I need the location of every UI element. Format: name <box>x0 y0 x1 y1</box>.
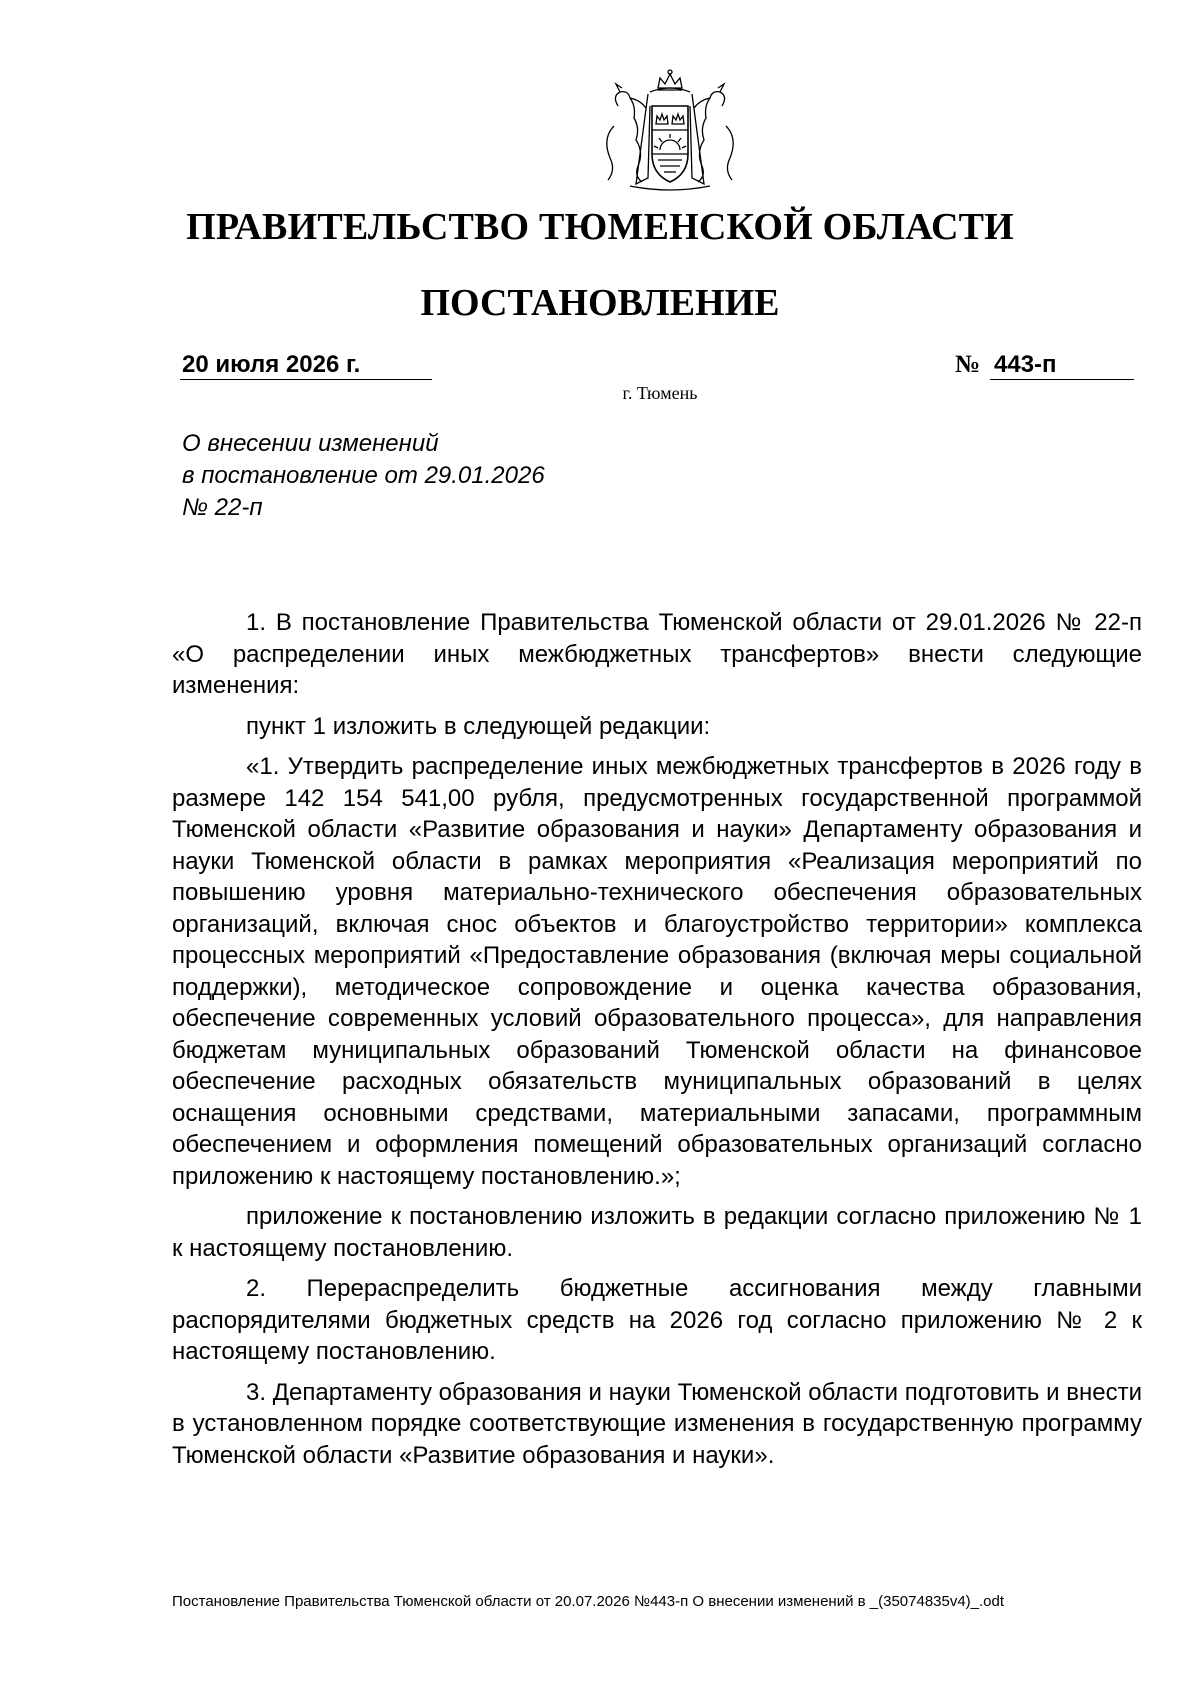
document-number: 443-п <box>990 351 1134 380</box>
document-number-label: № <box>955 351 981 378</box>
document-subject <box>182 428 742 524</box>
document-date: 20 июля 2026 г. <box>180 351 432 380</box>
organization-title: ПРАВИТЕЛЬСТВО ТЮМЕНСКОЙ ОБЛАСТИ <box>186 206 1014 248</box>
body-paragraph: 1. В постановление Правительства Тюменской области от 29.01.2026 № 22-п «О распределении иных межбюджетных трансфертов» внести следующие изменения: <box>172 609 1142 699</box>
body-paragraph: «1. Утвердить распределение иных межбюджетных трансфертов в 2026 году в размере 142 154 541,00 рубля, предусмотренных государственной программой Тюменской области «Развитие образования и науки» Департаменту образования и науки Тюменской области в рамках мероприятия «Реализация мероприятий по повышению уровня материально-технического обеспечения образовательных организаций, включая снос объектов и благоустройство территории» комплекса процессных мероприятий «Предоставление образования (включая меры социальной поддержки), методическое сопровождение и оценка качества образования, обеспечение современных условий образовательного процесса», для направления бюджетам муниципальных образований Тюменской области на финансовое обеспечение расходных обязательств муниципальных образований в целях оснащения основными средствами, материальными запасами, программным обеспечением и оформления помещений образовательных организаций согласно приложению к настоящему постановлению.»; <box>172 753 1142 1190</box>
body-paragraph: приложение к постановлению изложить в редакции согласно приложению № 1 к настоящему постановлению. <box>172 1203 1142 1262</box>
subject-line: О внесении изменений <box>182 430 439 457</box>
coat-of-arms-icon <box>590 66 750 194</box>
body-paragraph: пункт 1 изложить в следующей редакции: <box>246 712 711 740</box>
body-paragraph: 3. Департаменту образования и науки Тюменской области подготовить и внести в установленном порядке соответствующие изменения в государственную программу Тюменской области «Развитие образования и науки». <box>172 1378 1142 1469</box>
body-paragraph: 2. Перераспределить бюджетные ассигнования между главными распорядителями бюджетных средств на 2026 год согласно приложению № 2 к настоящему постановлению. <box>172 1275 1142 1365</box>
subject-line: в постановление от 29.01.2026 <box>182 462 545 489</box>
subject-line: № 22-п <box>182 494 263 521</box>
document-body <box>172 607 1142 1480</box>
document-city: г. Тюмень <box>622 383 698 403</box>
document-type-title: ПОСТАНОВЛЕНИЕ <box>420 282 780 324</box>
document-footer: Постановление Правительства Тюменской области от 20.07.2026 №443-п О внесении изменений в _(35074835v4)_.odt <box>172 1593 1005 1610</box>
